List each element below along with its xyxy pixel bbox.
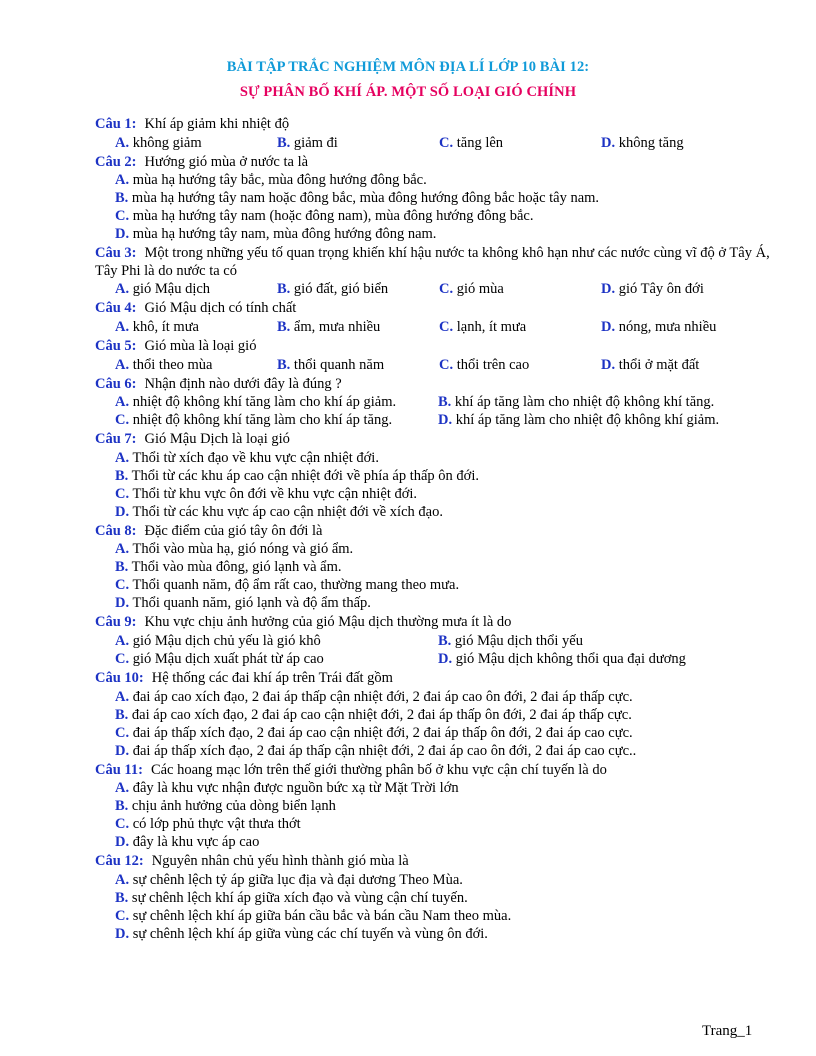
question-text: Nhận định nào dưới đây là đúng ? <box>144 375 342 392</box>
question-9 <box>95 614 775 668</box>
options-row <box>115 189 775 207</box>
options-row <box>115 797 775 815</box>
question-1 <box>95 116 775 152</box>
question-number: Câu 5: <box>95 337 137 354</box>
option-letter: D. <box>601 318 616 335</box>
option-text: gió Mậu dịch không thổi qua đại dương <box>455 650 686 667</box>
option-text: Thổi vào mùa đông, gió lạnh và ẩm. <box>131 559 342 576</box>
question-number: Câu 1: <box>95 116 137 132</box>
option-text: Thổi từ các khu áp cao cận nhiệt đới về phía áp thấp ôn đới. <box>131 467 479 484</box>
option-letter: B. <box>438 394 452 411</box>
option-letter: C. <box>115 650 130 667</box>
question-stem <box>95 116 775 134</box>
answer-option <box>115 742 636 760</box>
question-text: Gió mùa là loại gió <box>144 337 257 354</box>
option-letter: A. <box>115 871 130 888</box>
option-text: sự chênh lệch khí áp giữa bán cầu bắc và bán cầu Nam theo mùa. <box>132 907 512 924</box>
option-letter: B. <box>115 190 129 207</box>
option-text: không giảm <box>132 134 202 151</box>
option-letter: B. <box>115 559 129 576</box>
option-letter: C. <box>115 208 130 225</box>
question-4 <box>95 300 775 336</box>
option-letter: D. <box>115 226 130 243</box>
option-text: đây là khu vực nhận được nguồn bức xạ từ Mặt Trời lớn <box>132 780 459 797</box>
options-row <box>115 925 775 943</box>
option-letter: A. <box>115 688 130 705</box>
question-number: Câu 9: <box>95 614 137 631</box>
option-letter: C. <box>439 318 454 335</box>
answer-option <box>115 688 633 706</box>
option-text: tăng lên <box>456 134 504 151</box>
answer-option <box>115 225 436 243</box>
question-8 <box>95 523 775 613</box>
options-row <box>115 576 775 594</box>
answer-option <box>115 907 511 925</box>
question-text: Khí áp giảm khi nhiệt độ <box>144 116 290 132</box>
option-letter: B. <box>277 356 291 373</box>
answer-option <box>115 576 459 594</box>
answer-option <box>277 318 439 336</box>
answer-options <box>95 688 775 760</box>
answer-option <box>277 134 439 152</box>
question-stem <box>95 245 775 280</box>
option-text: thổi quanh năm <box>293 356 385 373</box>
option-text: Thổi từ khu vực ôn đới về khu vực cận nhiệt đới. <box>132 485 418 502</box>
question-text: Một trong những yếu tố quan trọng khiến khí hậu nước ta không khô hạn như các nước cùng vĩ độ ở Tây Á, Tây Phi là do nước ta có <box>95 245 770 279</box>
option-text: gió Mậu dịch xuất phát từ áp cao <box>132 650 324 667</box>
options-row <box>115 907 775 925</box>
options-row <box>115 503 775 521</box>
options-row <box>115 280 775 298</box>
options-row <box>115 815 775 833</box>
options-row <box>115 393 775 411</box>
answer-option <box>438 411 719 429</box>
option-letter: A. <box>115 356 130 373</box>
option-text: sự chênh lệch tỷ áp giữa lục địa và đại dương Theo Mùa. <box>132 871 463 888</box>
answer-options <box>95 134 775 152</box>
options-row <box>115 540 775 558</box>
answer-option <box>115 650 438 668</box>
option-text: gió mùa <box>456 281 504 298</box>
option-text: chịu ảnh hưởng của dòng biển lạnh <box>131 798 336 815</box>
question-7 <box>95 431 775 521</box>
option-text: sự chênh lệch khí áp giữa xích đạo và vùng cận chí tuyến. <box>131 889 468 906</box>
question-number: Câu 4: <box>95 300 137 317</box>
question-stem <box>95 670 775 688</box>
answer-option <box>115 467 479 485</box>
answer-options <box>95 171 775 243</box>
question-5 <box>95 338 775 374</box>
option-text: khô, ít mưa <box>132 318 199 335</box>
question-stem <box>95 338 775 356</box>
question-10 <box>95 670 775 760</box>
question-text: Nguyên nhân chủ yếu hình thành gió mùa là <box>151 853 409 870</box>
options-row <box>115 485 775 503</box>
options-row <box>115 356 775 374</box>
answer-option <box>601 356 699 374</box>
option-text: đai áp cao xích đạo, 2 đai áp thấp cận nhiệt đới, 2 đai áp cao ôn đới, 2 đai áp thấp cực. <box>132 688 633 705</box>
option-text: gió đất, gió biển <box>293 281 389 298</box>
answer-options <box>95 779 775 851</box>
option-text: mùa hạ hướng tây bắc, mùa đông hướng đông bắc. <box>132 172 427 189</box>
option-text: gió Mậu dịch thổi yếu <box>454 632 583 649</box>
question-text: Hệ thống các đai khí áp trên Trái đất gồm <box>151 669 393 686</box>
options-row <box>115 594 775 612</box>
options-row <box>115 650 775 668</box>
answer-option <box>439 356 601 374</box>
options-row <box>115 871 775 889</box>
question-number: Câu 6: <box>95 375 137 392</box>
option-letter: D. <box>115 503 130 520</box>
question-stem <box>95 523 775 541</box>
question-6 <box>95 376 775 430</box>
answer-option <box>115 318 277 336</box>
option-letter: D. <box>115 834 130 851</box>
answer-options <box>95 356 775 374</box>
option-text: đai áp cao xích đạo, 2 đai áp cao cận nhiệt đới, 2 đai áp thấp ôn đới, 2 đai áp thấp cực. <box>131 706 632 723</box>
option-letter: B. <box>277 281 291 298</box>
options-row <box>115 688 775 706</box>
question-2 <box>95 154 775 244</box>
option-text: mùa hạ hướng tây nam, mùa đông hướng đông nam. <box>132 226 437 243</box>
answer-option <box>438 632 583 650</box>
option-text: có lớp phủ thực vật thưa thớt <box>132 816 301 833</box>
option-letter: A. <box>115 632 130 649</box>
option-letter: A. <box>115 172 130 189</box>
options-row <box>115 558 775 576</box>
answer-option <box>115 833 259 851</box>
question-number: Câu 2: <box>95 153 137 170</box>
option-letter: C. <box>115 724 130 741</box>
question-stem <box>95 431 775 449</box>
option-letter: D. <box>438 650 453 667</box>
option-text: đai áp thấp xích đạo, 2 đai áp cao cận nhiệt đới, 2 đai áp thấp ôn đới, 2 đai áp cao cực. <box>132 724 633 741</box>
option-letter: A. <box>115 541 130 558</box>
answer-option <box>115 134 277 152</box>
option-letter: B. <box>277 134 291 151</box>
options-row <box>115 411 775 429</box>
answer-option <box>115 540 353 558</box>
option-letter: A. <box>115 134 130 151</box>
answer-option <box>115 815 301 833</box>
answer-option <box>115 207 533 225</box>
option-text: khí áp tăng làm cho nhiệt độ không khí giảm. <box>455 412 720 429</box>
option-text: Thổi quanh năm, gió lạnh và độ ẩm thấp. <box>132 595 371 612</box>
option-text: thổi ở mặt đất <box>618 356 700 373</box>
option-letter: A. <box>115 394 130 411</box>
answer-option <box>115 393 438 411</box>
option-letter: C. <box>115 485 130 502</box>
question-3 <box>95 245 775 298</box>
option-text: không tăng <box>618 134 684 151</box>
question-stem <box>95 614 775 632</box>
options-row <box>115 706 775 724</box>
question-number: Câu 11: <box>95 761 143 778</box>
answer-option <box>601 280 704 298</box>
answer-option <box>115 485 417 503</box>
answer-option <box>277 280 439 298</box>
options-row <box>115 207 775 225</box>
option-letter: D. <box>601 134 616 151</box>
answer-option <box>115 449 379 467</box>
option-letter: B. <box>115 889 129 906</box>
question-number: Câu 12: <box>95 853 144 870</box>
answer-option <box>115 558 341 576</box>
option-text: đai áp thấp xích đạo, 2 đai áp thấp cận nhiệt đới, 2 đai áp cao ôn đới, 2 đai áp cao cực.. <box>132 742 637 759</box>
option-text: nóng, mưa nhiều <box>618 318 717 335</box>
option-letter: B. <box>277 318 291 335</box>
option-text: mùa hạ hướng tây nam (hoặc đông nam), mùa đông hướng đông bắc. <box>132 208 534 225</box>
answer-option <box>115 871 463 889</box>
answer-option <box>115 356 277 374</box>
option-text: ẩm, mưa nhiều <box>293 318 381 335</box>
question-list <box>95 116 775 945</box>
option-letter: D. <box>115 742 130 759</box>
option-letter: C. <box>115 412 130 429</box>
options-row <box>115 467 775 485</box>
answer-option <box>115 779 459 797</box>
answer-option <box>115 171 427 189</box>
question-stem <box>95 154 775 172</box>
options-row <box>115 318 775 336</box>
answer-options <box>95 871 775 943</box>
option-letter: A. <box>115 318 130 335</box>
option-text: mùa hạ hướng tây nam hoặc đông bắc, mùa đông hướng đông bắc hoặc tây nam. <box>131 190 600 207</box>
option-letter: A. <box>115 281 130 298</box>
answer-options <box>95 632 775 668</box>
answer-option <box>601 134 684 152</box>
option-letter: B. <box>115 467 129 484</box>
option-letter: D. <box>115 925 130 942</box>
option-text: Thổi từ xích đạo về khu vực cận nhiệt đới. <box>132 449 379 466</box>
option-letter: A. <box>115 449 130 466</box>
question-text: Gió Mậu dịch có tính chất <box>144 300 297 317</box>
question-number: Câu 10: <box>95 669 144 686</box>
option-text: gió Mậu dịch chủ yếu là gió khô <box>132 632 321 649</box>
question-text: Đặc điểm của gió tây ôn đới là <box>144 522 323 539</box>
option-letter: B. <box>438 632 452 649</box>
options-row <box>115 742 775 760</box>
answer-option <box>115 411 438 429</box>
options-row <box>115 833 775 851</box>
answer-option <box>115 594 371 612</box>
option-text: thổi theo mùa <box>132 356 213 373</box>
answer-option <box>438 393 714 411</box>
option-text: giảm đi <box>293 134 338 151</box>
option-letter: B. <box>115 706 129 723</box>
answer-options <box>95 540 775 612</box>
answer-option <box>115 280 277 298</box>
option-letter: D. <box>601 281 616 298</box>
options-row <box>115 889 775 907</box>
option-text: nhiệt độ không khí tăng làm cho khí áp giảm. <box>132 394 397 411</box>
options-row <box>115 724 775 742</box>
option-text: gió Mậu dịch <box>132 281 211 298</box>
document-title-line2: SỰ PHÂN BỐ KHÍ ÁP. MỘT SỐ LOẠI GIÓ CHÍNH <box>239 84 577 100</box>
question-text: Các hoang mạc lớn trên thế giới thường phân bố ở khu vực cận chí tuyến là do <box>150 761 607 778</box>
answer-option <box>115 632 438 650</box>
option-text: Thổi vào mùa hạ, gió nóng và gió ẩm. <box>132 541 354 558</box>
answer-option <box>115 724 633 742</box>
answer-options <box>95 449 775 521</box>
option-text: lạnh, ít mưa <box>456 318 527 335</box>
answer-options <box>95 393 775 429</box>
answer-options <box>95 318 775 336</box>
question-text: Gió Mậu Dịch là loại gió <box>144 431 290 448</box>
question-stem <box>95 762 775 780</box>
options-row <box>115 632 775 650</box>
answer-option <box>115 189 599 207</box>
answer-options <box>95 280 775 298</box>
option-letter: D. <box>601 356 616 373</box>
options-row <box>115 134 775 152</box>
option-letter: D. <box>115 595 130 612</box>
option-letter: C. <box>115 907 130 924</box>
options-row <box>115 779 775 797</box>
answer-option <box>115 706 632 724</box>
option-letter: D. <box>438 412 453 429</box>
option-text: Thổi từ các khu vực áp cao cận nhiệt đới về xích đạo. <box>132 503 443 520</box>
answer-option <box>438 650 686 668</box>
question-number: Câu 7: <box>95 431 137 448</box>
question-stem <box>95 300 775 318</box>
option-letter: A. <box>115 780 130 797</box>
question-12 <box>95 853 775 943</box>
option-letter: C. <box>115 577 130 594</box>
answer-option <box>277 356 439 374</box>
question-text: Hướng gió mùa ở nước ta là <box>144 153 309 170</box>
answer-option <box>439 134 601 152</box>
option-letter: C. <box>439 281 454 298</box>
option-text: đây là khu vực áp cao <box>132 834 260 851</box>
question-stem <box>95 853 775 871</box>
option-text: thổi trên cao <box>456 356 530 373</box>
option-letter: C. <box>115 816 130 833</box>
page-footer: Trang_1 <box>702 1023 753 1039</box>
option-letter: B. <box>115 798 129 815</box>
option-text: Thổi quanh năm, độ ẩm rất cao, thường mang theo mưa. <box>132 577 460 594</box>
option-text: sự chênh lệch khí áp giữa vùng các chí tuyến và vùng ôn đới. <box>132 925 488 942</box>
answer-option <box>601 318 716 336</box>
options-row <box>115 171 775 189</box>
option-letter: C. <box>439 356 454 373</box>
answer-option <box>439 280 601 298</box>
question-number: Câu 8: <box>95 522 137 539</box>
answer-option <box>115 503 443 521</box>
document-title-line1: BÀI TẬP TRẮC NGHIỆM MÔN ĐỊA LÍ LỚP 10 BÀI 12: <box>226 59 590 75</box>
answer-option <box>115 925 488 943</box>
question-stem <box>95 376 775 394</box>
options-row <box>115 225 775 243</box>
question-text: Khu vực chịu ảnh hưởng của gió Mậu dịch thường mưa ít là do <box>144 614 512 631</box>
option-text: khí áp tăng làm cho nhiệt độ không khí tăng. <box>454 394 715 411</box>
option-text: gió Tây ôn đới <box>618 281 704 298</box>
question-number: Câu 3: <box>95 245 137 262</box>
question-11 <box>95 762 775 852</box>
option-text: nhiệt độ không khí tăng làm cho khí áp tăng. <box>132 412 393 429</box>
options-row <box>115 449 775 467</box>
answer-option <box>115 889 468 907</box>
option-letter: C. <box>439 134 454 151</box>
answer-option <box>115 797 336 815</box>
answer-option <box>439 318 601 336</box>
